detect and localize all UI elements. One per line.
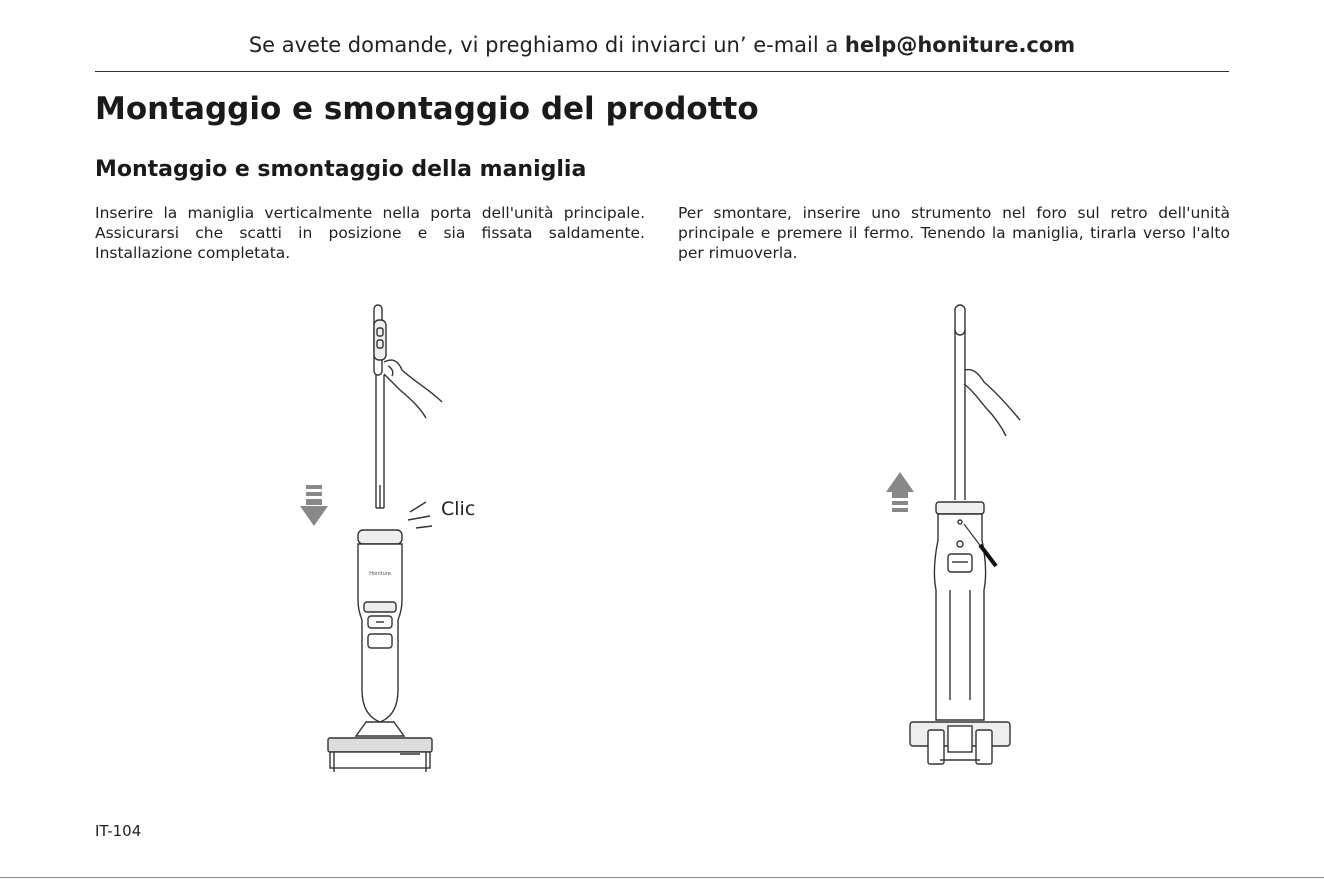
assembly-instructions: Inserire la maniglia verticalmente nella porta dell'unità principale. Assicurarsi che scatti in posizione e sia fissata saldamente. Installazione completata. [95, 204, 645, 262]
contact-header [0, 33, 1324, 57]
disassembly-illustration [860, 290, 1060, 780]
bottom-divider [0, 877, 1324, 878]
click-label: Clic [441, 498, 476, 520]
section-title: Montaggio e smontaggio della maniglia [95, 157, 587, 182]
brand-label: Honiture [369, 571, 391, 577]
contact-email: help@honiture.com [844, 33, 1076, 57]
disassembly-instructions: Per smontare, inserire uno strumento nel foro sul retro dell'unità principale e premere il fermo. Tenendo la maniglia, tirarla verso l'alto per rimuoverla. [678, 204, 1230, 262]
contact-text: Se avete domande, vi preghiamo di inviarci un’ e-mail a [248, 33, 845, 57]
header-divider [95, 71, 1229, 72]
page-number: IT-104 [95, 822, 142, 840]
assembly-illustration [280, 290, 500, 780]
page-title: Montaggio e smontaggio del prodotto [95, 91, 759, 127]
